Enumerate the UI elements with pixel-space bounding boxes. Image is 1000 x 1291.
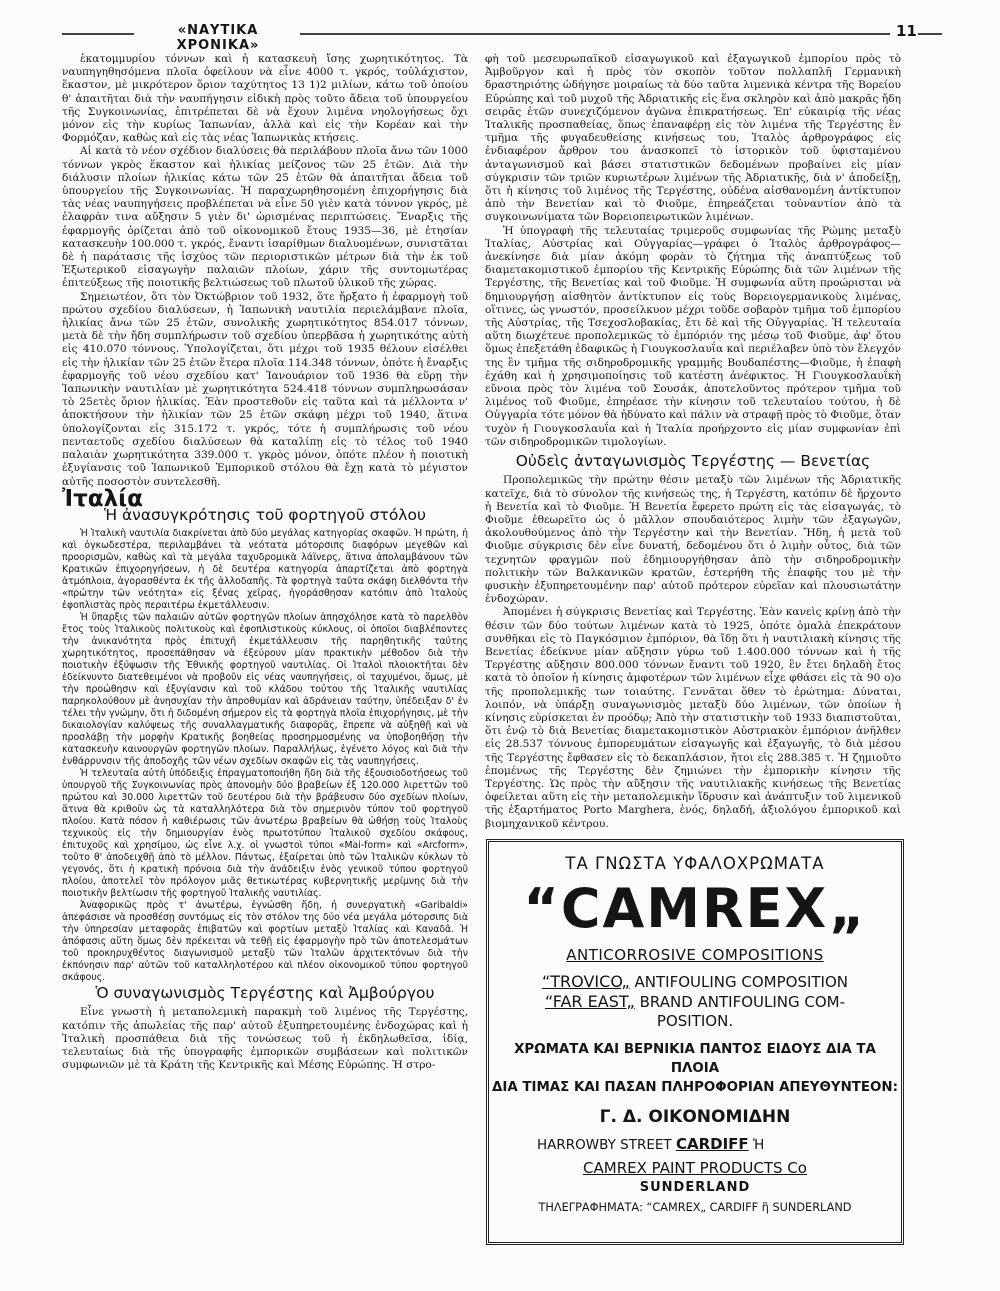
ad-agent-name: Γ. Δ. ΟΙΚΟΝΟΜΙΔΗΝ <box>599 1107 791 1127</box>
ad-address <box>489 1135 901 1153</box>
ad-telegram: ΤΗΛΕΓΡΑΦΗΜΑΤΑ: “CAMREX„ CARDIFF ἢ SUNDERLAND <box>538 1201 852 1214</box>
ad-sunderland: SUNDERLAND <box>639 1180 751 1195</box>
ad-paints: ΧΡΩΜΑΤΑ ΚΑΙ ΒΕΡΝΙΚΙΑ ΠΑΝΤΟΣ ΕΙΔΟΥΣ ΔΙΑ ΤΑ ΠΛΟΙΑ <box>514 1042 876 1076</box>
paragraph: Ἡ Ἰταλικὴ ναυτιλία διακρίνεται ἀπὸ δύο μεγάλας κατηγορίας σκαφῶν. Ἡ πρώτη, ἡ καὶ ὀγκωδεστέρα, περιλαμβάνει τὰ νεότατα μότορσιπς διαφόρων μεγεθῶν καὶ προορισμῶν, καθὼς καὶ τὰ μεγάλα ταχυδρομικὰ λάϊνερς, ἅτινα ἀπολαμβάνουν τῶν Κρατικῶν ἐπιχορηγήσεων, ἡ δὲ δευτέρα κατηγορία ἀπαρτίζεται ἀπὸ φορτηγὰ ἀτμόπλοια, ἀγορασθέντα ἐκ τῆς ἀλλοδαπῆς. Τὰ φορτηγὰ ταῦτα σκάφη διελθόντα τὴν «πρώτην τῶν νεότητα» εἰς ξένας χεῖρας, ἠγοράσθησαν κατόπιν ἀπὸ Ἰταλοὺς ἐφοπλιστὰς πρὸς περαιτέρω ἐκμετάλλευσιν. <box>62 528 468 612</box>
journal-title: «ΝΑΥΤΙΚΑ ΧΡΟΝΙΚΑ» <box>176 23 260 53</box>
paragraph: Εἶνε γνωστὴ ἡ μεταπολεμικὴ παρακμὴ τοῦ λιμένος τῆς Τεργέστης, κατόπιν τῆς ἀπωλείας τῆς παρ' αὐτοῦ ἐξυπηρετουμένης ἐνδοχώρας καὶ ἡ Ἰταλικὴ προσπάθεια διὰ τῆς τονώσεως τοῦ ἡ ἐκδηλωθεῖσα, ἰδίᾳ, τελευταίως διὰ τῆς ὑπογραφῆς ἐμπορικῶν συμβάσεων καὶ πολιτικῶν συμφωνιῶν μὲ τὰ Κράτη τῆς Κεντρικῆς καὶ Μέσης Εὐρώπης. Ἡ στρο- <box>62 1006 468 1072</box>
ad-trovico: “TROVICO„ <box>541 972 630 991</box>
paragraph: Ἡ ὕπαρξις τῶν παλαιῶν αὐτῶν φορτηγῶν πλοίων ἀπησχόλησε κατὰ τὸ παρελθὸν ἔτος τοὺς Ἰταλικοὺς πολιτικοὺς καὶ ἐφοπλιστικοὺς κύκλους, οἱ ὁποῖοι διαβλέποντες τὴν ἀνικανότητα πρὸς ἐπιτυχῆ ἐκμετάλλευσιν τῆς παρηθητικῆς ταύτης χωρητικότητος, προσεπάθησαν νὰ ἐξεύρουν μίαν πρακτικὴν μέθοδον διὰ τὴν ποιοτικὴν ἐξύψωσιν τῆς Ἐθνικῆς φορτηγοῦ ναυτιλίας. Οἱ Ἰταλοὶ πλοιοκτῆται δὲν ἐδείκνυντο διατεθειμένοι νὰ προβοῦν εἰς νέας ναυπηγήσεις, οἱ ταχυμένοι, ὅμως, μὲ τὴν προώθησιν καὶ ἐξυγίανσιν καὶ τοῦ κλάδου τούτου τῆς Ἰταλικῆς ναυτιλίας παρηκολούθουν μὲ ἀνησυχίαν τὴν ἀπροθυμίαν καὶ ἀδράνειαν ταύτην, ὑπέδειξαν δ' ἐν τέλει τὴν γνώμην, ὅτι ἡ διδομένη σήμερον εἰς τὰ φορτηγὰ πλοῖα ἐπιχορήγησις, μὲ τὴν δικαιολογίαν καλύψεως τῆς συναλλαγματικῆς διαφορᾶς, ἔπρεπε νὰ αὐξηθῇ καὶ νὰ προσλάβῃ τὴν μορφὴν Κρατικῆς βοηθείας προσηρμοσμένης να ὑποβοηθήσῃ τὴν κατασκευὴν καινουργῶν φορτηγῶν πλοίων. Παραλλήλως, ἐγένετο λόγος καὶ διὰ τὴν ἐνθάρρυνσιν τῆς ἀποδοχῆς τῶν νέων σχεδίων σκαφῶν εἰς τὰς ναυπηγήσεις. <box>62 612 468 768</box>
paragraph: Ἀναφορικῶς πρὸς τ' ἀνωτέρω, ἐγνώσθη ἤδη, ἡ συνεργατικὴ «Garibaldi» ἀπεφάσισε νὰ προσθέσῃ συντόμως εἰς τὸν στόλον της δύο νέα μεγάλα μότορσιπς διὰ τὴν ὑπηρεσίαν μεταφορᾶς ἐπιβατῶν καὶ φορτίων μεταξὺ Ἰταλίας καὶ Καναδᾶ. Ἡ ἀπόφασις αὕτη ὅμως δὲν πρέκειται νὰ τεθῇ εἰς ἐφαρμογὴν πρὸ τῶν ἀποτελεσμάτων τοῦ προκηρυχθέντος διαγωνισμοῦ μεταξὺ τῶν Ἰταλῶν ἀρχιτεκτόνων διὰ τὴν ἐκπόνησιν παρ' αὐτῶν τοῦ καταλληλοτέρου καὶ πλέον οἰκονομικοῦ τύπου φορτηγοῦ σκάφους. <box>62 900 468 984</box>
ad-brand: “CAMREX„ <box>523 877 867 940</box>
ad-products <box>489 972 901 1031</box>
right-column <box>485 53 901 831</box>
header-rule-right <box>918 33 942 35</box>
ad-company <box>489 1159 901 1177</box>
page-number: 11 <box>896 22 917 40</box>
ad-contact-prompt: ΔΙΑ ΤΙΜΑΣ ΚΑΙ ΠΑΣΑΝ ΠΛΗΡΟΦΟΡΙΑΝ ΑΠΕΥΘΥΝΤΕΟΝ: <box>491 1080 898 1095</box>
left-column <box>62 53 468 1072</box>
ad-far-east-desc-cont: POSITION. <box>656 1012 734 1030</box>
ad-far-east: “FAR EAST„ <box>544 992 635 1011</box>
paragraph: Ἀπομένει ἡ σύγκρισις Βενετίας καὶ Τεργέστης. Ἐὰν κανεὶς κρίνῃ ἀπὸ τὴν θέσιν τῶν δύο τούτων λιμένων κατὰ τὸ 1925, ὁπότε ὁμαλὰ ἐπεκράτουν συνθῆκαι εἰς τὸ Παγκόσμιον ἐμπόριον, θὰ ἴδῃ ὅτι ἡ ναυτιλιακὴ κίνησις τῆς Βενετίας ἐδείκνυε μίαν αὔξησιν γύρω τοῦ 1.400.000 τόννων καὶ ἡ τῆς Τεργέστης αὔξησιν 800.000 τόννων ἔναντι τοῦ 1920, ἓν ἔτει δηλαδὴ ἔτος κατὰ τὸ ὁποῖον ἡ κίνησις ἀμφοτέρων τῶν λιμένων εἶχε φθάσει εἰς τὰ 90 ο)ο τῆς προπολεμικῆς των τοιαύτης. Γεννᾶται ὅθεν τὸ ἐρώτημα: Δύναται, λοιπόν, νὰ ὑπάρξῃ συναγωνισμὸς μεταξὺ δύο λιμένων, τῶν ὁποίων ἡ κίνησις εὑρίσκεται ἐν προόδῳ; Ἀπὸ τὴν στατιστικὴν τοῦ 1933 διαπιστοῦται, ὅτι ἐνῷ τὸ διὰ Βενετίας διαμετακομιστικὸν Αὐστριακὸν ἐμπόριον ἀνῆλθεν εἰς 28.537 τόννους ἐμπορευμάτων εἰσαγωγῆς καὶ ἐξαγωγῆς, τὸ διὰ μέσου τῆς Τεργέστης ἔφθασεν εἰς τὸ δεκαπλάσιον, ἤτοι εἰς 288.385 τ. Ἡ ζημιοῦτο ἐπομένως τῆς Τεργέστης δὲν ζημιώνει τὴν ἐμπορικὴν κίνησιν τῆς Τεργέστης. Ὡς πρὸς τὴν αὔξησιν τῆς ναυτιλιακῆς κινήσεως τῆς Βενετίας ὀφείλεται αὕτη εἰς τὴν μεταπολεμικὴν ἵδρυσιν καὶ ἀνάπτυξιν τοῦ λιμενικοῦ τῆς ἐξαρτήματος Porto Marghera, ἑνός, δηλαδή, ἀξιολόγου ἐμπορικοῦ καὶ βιομηχανικοῦ κέντρου. <box>485 606 901 830</box>
ad-or: Ἡ <box>748 1137 765 1153</box>
header-rule-middle <box>300 33 890 35</box>
ad-street: HARROWBY STREET <box>537 1137 676 1153</box>
paragraph: Σημειωτέον, ὅτι τὸν Ὀκτώβριον τοῦ 1932, ὅτε ἤρξατο ἡ ἐφαρμογὴ τοῦ πρώτου σχεδίου διαλύσεων, ἡ Ἰαπωνικὴ ναυτιλία περιελάμβανε πλοῖα, ἡλικίας ἄνω τῶν 25 ἐτῶν, συνολικῆς χωρητικότητος 854.017 τόννων, μετὰ δὲ τὴν ἤδη συμπλήρωσιν τοῦ σχεδίου ὑπερβᾶσα ἡ χωρητικότης αὐτὴ εἰς 410.070 τόννους. Ὑπολογίζεται, ὅτι μέχρι τοῦ 1935 θέλουν εἰσέλθει εἰς τὴν ἡλικίαν τῶν 25 ἐτῶν ἕτερα πλοῖα 114.348 τόννων, ὁπότε ἡ ἔναρξις ἐφαρμογῆς τοῦ νέου σχεδίου κατ' Ἰανουάριον τοῦ 1936 θὰ εὕρῃ τὴν Ἰαπωνικὴν ναυτιλίαν μὲ χωρητικότητα 524.418 τόννων συμπληρωσάσαν τὸ 25ετὲς ὅριον ἡλικίας. Ἐὰν προστεθοῦν εἰς ταῦτα καὶ τὰ μέλλοντα ν' ἀποκτήσουν τὴν ἡλικίαν τῶν 25 ἐτῶν σκάφη μέχρι τοῦ 1940, ἅτινα ὑπολογίζονται εἰς 315.172 τ. γκρός, τότε ἡ συμπλήρωσις τοῦ νέου πενταετοῦς σχεδίου διαλύσεων θὰ καταλίπῃ εἰς τὸ τέλος τοῦ 1940 παλαιὰν χωρητικότητα 339.000 τ. γκρὸς μόνον, ὁπότε πλέον ἡ ποιοτικὴ ἐξυγίανσις τοῦ Ἰαπωνικοῦ Ἐμπορικοῦ στόλου θὰ ἔχῃ κατὰ τὸ μέγιστον αὐτῆς ποσοστὸν συντελεσθῆ. <box>62 290 468 488</box>
subheading-trieste-hamburg: Ὁ συναγωνισμὸς Τεργέστης καὶ Ἀμβούργου <box>95 984 435 1003</box>
paragraph: φὴ τοῦ μεσευρωπαϊκοῦ εἰσαγωγικοῦ καὶ ἐξαγωγικοῦ ἐμπορίου πρὸς τὸ Ἀμβοῦργον καὶ ἡ πρὸς τὸν σκοπὸν τοῦτον πολλαπλῆ Γερμανικὴ δραστηριότης ὡδήγησε μοιραίως τὰ δύο ταῦτα λιμενικὰ κέντρα τῆς Βορείου Εὐρώπης καὶ τοῦ μυχοῦ τῆς Ἀδριατικῆς εἰς ἕνα σκληρὸν καὶ ἀπὸ μακρᾶς ἤδη σειρᾶς ἐτῶν συνεχιζόμενον ἀγῶνα ἐπικρατήσεως. Ἐπ' εὐκαιρίᾳ τῆς νέας Ἰταλικῆς προσπαθείας, ὅπως ἐπαναφέρῃ εἰς τὸν λιμένα τῆς Τεργέστης ἓν τμῆμα τῆς φυγαδευθείσης κινήσεως του, Ἰταλὸς ἀρθρογράφος εἰς ἐνδιαφέρον ἄρθρον του ἀνασκοπεῖ τὸ ἱστορικὸν τοῦ ὑφισταμένου ἀνταγωνισμοῦ καὶ βάσει στατιστικῶν δεδομένων προβαίνει εἰς μίαν σύγκρισιν τῶν τριῶν κυριωτέρων λιμένων τῆς Ἀδριατικῆς, διὰ ν' ἀποδείξῃ, ὅτι ἡ κίνησις τοῦ λιμένος τῆς Τεργέστης, οὐδένα αἰσθανομένη ἀντίκτυπον ἀπὸ τὴν Βενετίαν καὶ τὸ Φιοῦμε, ἐπηρεάζεται τοὐναντίον ἀπὸ τὰ συγκοινωνίματα τῶν Βορειοπειρωτικῶν λιμένων. <box>485 53 901 224</box>
ad-city: CARDIFF <box>675 1135 749 1153</box>
camrex-advertisement <box>486 839 904 1245</box>
ad-paints-info <box>489 1040 901 1097</box>
section-heading-italy: Ἰταλία <box>62 485 143 512</box>
paragraph: Ἡ τελευταία αὐτὴ ὑπόδειξις ἐπραγματοποιήθη ἤδη διὰ τῆς ἐξουσιοδοτήσεως τοῦ ὑπουργοῦ τῆς Συγκοινωνίας πρὸς ἀπονομὴν δύο βραβείων ἐξ 120.000 λιρεττῶν τοῦ πρώτου καὶ 30.000 λιρεττῶν τοῦ δευτέρου διὰ τὴν βράβευσιν δύο σχεδίων πλοίων, ἅτινα θὰ κριθοῦν ὡς τὰ καταλληλότερα διὰ τὸν σημερινὸν τύπον τοῦ φορτηγοῦ πλοίου. Κατὰ πόσον ἡ καθιέρωσις τῶν ἀνωτέρω βραβείων θὰ ὠθήσῃ τοὺς Ἰταλοὺς τεχνικοὺς εἰς τὴν δημιουργίαν ἑνὸς πρωτοτύπου Ἰταλικοῦ σχεδίου σκάφους, ἐπιτυχοῦς καὶ χρησίμου, ὡς εἶνε λ.χ. οἱ γνωστοὶ τύποι «Mai-form» καὶ «Arcform», τοῦτο θ' ἀποδειχθῇ ἀπὸ τὸ μέλλον. Πάντως, ἐξαίρεται ὑπὸ τῶν Ἰταλικῶν κύκλων τὸ γεγονός, ὅτι ἡ κρατικὴ πρόνοια διὰ τὴν ἀνάδειξιν ἑνὸς γενικοῦ τύπου φορτηγοῦ πλοίου, ἀποτελεῖ τὸν πρόλογον μιᾶς θετικωτέρας κυβερνητικῆς μερίμνης διὰ τὴν ποιοτικὴν βελτίωσιν τῆς φορτηγοῦ Ἰταλικῆς ναυτιλίας. <box>62 768 468 900</box>
paragraph: Προπολεμικῶς τὴν πρώτην θέσιν μεταξὺ τῶν λιμένων τῆς Ἀδριατικῆς κατεῖχε, διὰ τὸ σύνολον τῆς κινήσεώς της, ἡ Τεργέστη, κατόπιν δὲ ἤρχοντο ἡ Βενετία καὶ τὸ Φιοῦμε. Ἡ Βενετία ἔφερετο πρώτη εἰς τὰς εἰσαγωγάς, τὸ Φιοῦμε ἐθεωρεῖτο ὡς ὁ μᾶλλον σπουδαιότερος λιμὴν τῶν ἐξαγωγῶν, ἀκολουθούμενος ἀπὸ τὴν Τεργέστην καὶ τὴν Βενετίαν. Ἤδη, ἡ μετὰ τοῦ Φιοῦμε σύγκρισις δὲν εἶνε δυνατή, δεδομένου ὅτι ὁ λιμὴν οὗτος, διὰ τῶν τεχνητῶν φραγμῶν ποὺ ἐδημιουργήθησαν ἀπὸ τὴν σιδηροδρομικὴν πολιτικὴν τῶν Βαλκανικῶν κρατῶν, ἐστερήθη τῆς ἐπαφῆς του μὲ τὴν φυσικὴν ἐξυπηρετουμένην παρ' αὐτοῦ πρότερον εὐρεῖαν καὶ πλουσιωτάτην ἐνδοχώραν. <box>485 474 901 606</box>
paragraph: Αἱ κατὰ τὸ νέον σχέδιον διαλύσεις θὰ περιλάβουν πλοῖα ἄνω τῶν 1000 τόννων γκρὸς ἕκαστον καὶ ἡλικίας μείζονος τῶν 25 ἐτῶν. Διὰ τὴν διάλυσιν πλοίων ἡλικίας κάτω τῶν 25 ἐτῶν θὰ ἀπαιτῆται ἄδεια τοῦ ὑπουργείου τῆς Συγκοινωνίας. Ἡ παραχωρηθησομένη ἐπιχορήγησις διὰ τὰς νέας ναυπηγήσεις προβλέπεται νὰ εἶνε 50 γιὲν κατὰ τόννον γκρός, μὲ ἐλαφρὰν τινα αὔξησιν 5 γιὲν δι' ὡρισμένας περιπτώσεις. Ἔναρξις τῆς ἐφαρμογῆς ὁρίζεται ἀπὸ τοῦ οἰκονομικοῦ ἔτους 1935—36, μὲ ἐτησίαν κατασκευὴν 100.000 τ. γκρός, ἔναντι ἰσαρίθμων διαλυομένων, συνιστᾶται δὲ ἡ παράτασις τῆς ἰσχύος τῶν περιοριστικῶν μέτρων διὰ τὴν ἐκ τοῦ Ἐξωτερικοῦ εἰσαγωγὴν παλαιῶν πλοίων, χάριν τῆς συντομωτέρας ἐπιτεύξεως τῆς ποιοτικῆς βελτιώσεως τοῦ πλωτοῦ ὑλικοῦ τῆς χώρας. <box>62 145 468 290</box>
paragraph: ἑκατομμυρίου τόννων καὶ ἡ κατασκευὴ ἴσης χωρητικότητος. Τὰ ναυπηγηθησόμενα πλοῖα ὀφείλουν νὰ εἶνε 4000 τ. γκρός, τοὐλάχιστον, ἕκαστον, μὲ μικρότερον ὅριον ταχύτητος 13 1)2 μιλίων, κάτω τοῦ ὁποίου θ' ἀπαιτῆται διὰ τὴν ναυπήγησιν εἰδικὴ πρὸς τοῦτο ἄδεια τοῦ ὑπουργείου τῆς Συγκοινωνίας, ἐπιτρέπεται δὲ νὰ ἔχουν λιμένα νηολογήσεως ὄχι μόνον εἰς τὴν κυρίως Ἰαπωνίαν, ἀλλὰ καὶ εἰς τὴν Κορέαν καὶ τὴν Φορμόζαν, καθὼς καὶ εἰς τὰς νέας Ἰαπωνικὰς κτήσεις. <box>62 53 468 145</box>
ad-tagline: ΤΑ ΓΝΩΣΤΑ ΥΦΑΛΟΧΡΩΜΑΤΑ <box>565 854 825 873</box>
paragraph: Ἡ ὑπογραφὴ τῆς τελευταίας τριμεροῦς συμφωνίας τῆς Ρώμης μεταξὺ Ἰταλίας, Αὐστρίας καὶ Οὐγγαρίας—γράφει ὁ Ἰταλὸς ἀρθρογράφος—ἀνεκίνησε διὰ μίαν ἀκόμη φορὰν τὸ ζήτημα τῆς ἀναπτύξεως τοῦ διαμετακομιστικοῦ ἐμπορίου τῆς Κεντρικῆς Εὐρώπης διὰ τῶν λιμένων τῆς Τεργέστης, τῆς Βενετίας καὶ τοῦ Φιοῦμε. Ἡ συμφωνία αὕτη προώρισται νὰ δημιουργήσῃ αἰσθητὸν ἀντίκτυπον εἰς τοὺς Βορειογερμανικοὺς λιμένας, οἵτινες, ὡς γνωστόν, προσείλκυον μέχρι τοῦδε σοβαρὸν τμῆμα τοῦ ἐμπορίου τῆς Αὐστρίας, τῆς Τσεχοσλοβακίας, ἔτι δὲ καὶ τῆς Οὐγγαρίας. Ἡ τελευταία αὕτη διωχέτευε προπολεμικῶς τὸ ἐμπόριόν της μέσῳ τοῦ Φιοῦμε, ἀφ' ὅτου ὅμως ἐπεξετάθη ἐδαφικῶς ἡ Γιουγκοσλαυΐα καὶ περιέλαβεν ὑπὸ τὸν ἔλεγχόν της ἓν τμῆμα τῆς σιδηροδρομικῆς γραμμῆς Βουδαπέστης—Φιοῦμε, ἡ ἐπαφὴ ἐχάθη καὶ ἡ χρησιμοποίησις τοῦ κατέστη ἀνέφικτος. Ἡ Γιουγκοσλαυΐκὴ εὔνοια πρὸς τὸν λιμένα τοῦ Σουσάκ, ἀποτελοῦντος πρότερον τμῆμα τοῦ λιμένος τοῦ Φιοῦμε, ἐπηρέασε τὴν κίνησιν τοῦ τελευταίου τούτου, ἡ δὲ Οὐγγαρία τότε μόνον θὰ ἠδύνατο καὶ πάλιν νὰ στραφῇ πρὸς τὸ Φιοῦμε, ὅταν τυχὸν ἡ Γιουγκοσλαυΐα καὶ ἡ Ἰταλία προήρχοντο εἰς μίαν συμφωνίαν ἐπὶ τῶν σιδηροδρομικῶν τιμολογίων. <box>485 224 901 448</box>
ad-anticorrosive: ANTICORROSIVE COMPOSITIONS <box>566 946 824 964</box>
running-header <box>62 22 942 53</box>
ad-trovico-desc: ANTIFOULING COMPOSITION <box>629 973 849 991</box>
header-rule-left <box>62 33 134 35</box>
ad-company-name: CAMREX PAINT PRODUCTS Co <box>583 1159 807 1177</box>
subheading-trieste-venice: Οὐδεὶς ἀνταγωνισμὸς Τεργέστης — Βενετίας <box>515 452 871 471</box>
subheading-cargo-fleet: Ἡ ἀνασυγκρότησις τοῦ φορτηγοῦ στόλου <box>104 505 426 524</box>
ad-far-east-desc: BRAND ANTIFOULING COM- <box>634 993 846 1011</box>
